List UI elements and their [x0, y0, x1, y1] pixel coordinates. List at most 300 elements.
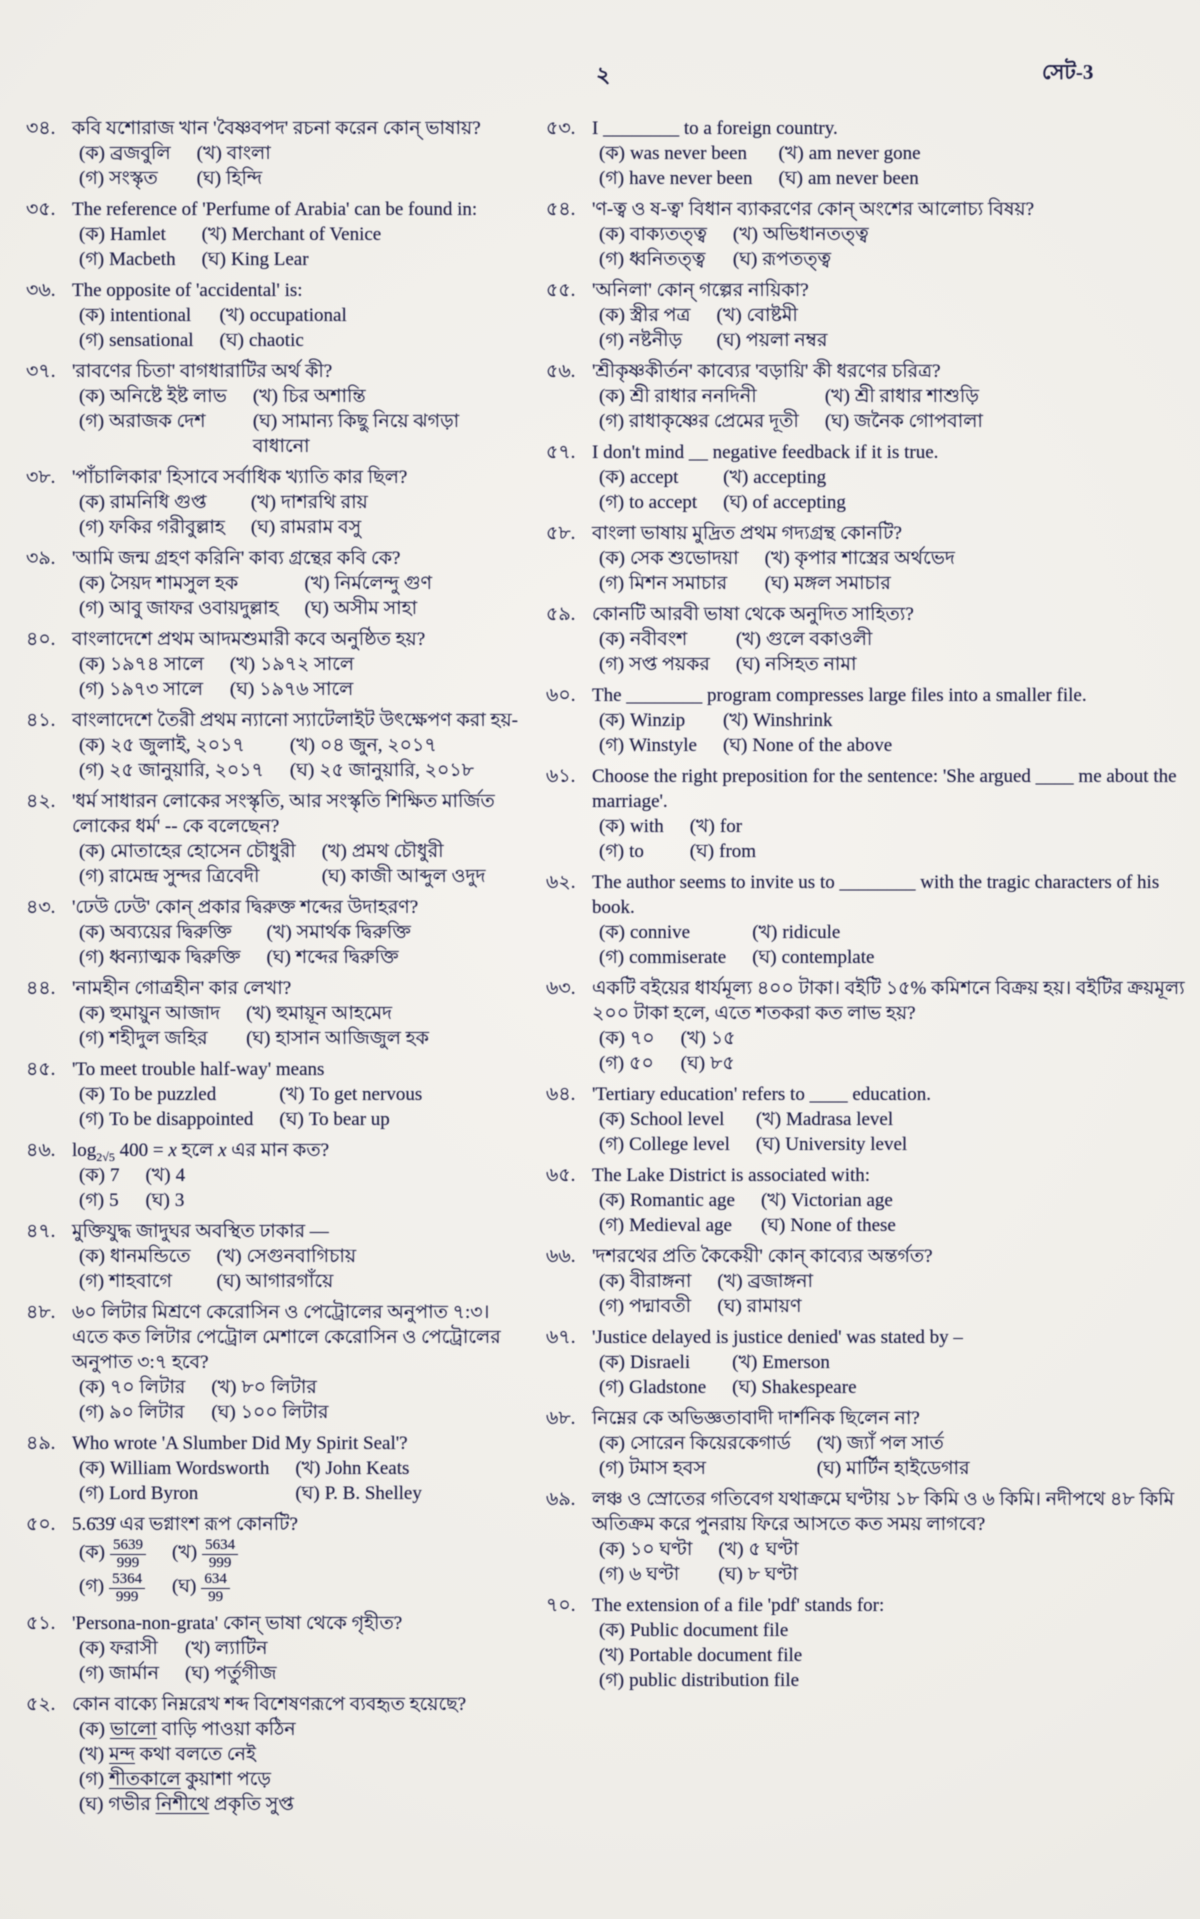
option-label: (ঘ) [824, 411, 850, 432]
option [599, 166, 753, 191]
option [253, 384, 520, 409]
option [304, 571, 520, 596]
option [599, 920, 726, 945]
option-label: (খ) [246, 1003, 272, 1024]
option-label: (ক) [599, 467, 625, 488]
option [79, 222, 176, 247]
question-body [72, 789, 520, 889]
option-text: To get nervous [309, 1084, 423, 1105]
option-label: (খ) [196, 143, 222, 164]
option-text: ১৯৭৩ সালে [109, 679, 204, 700]
option [599, 1537, 692, 1562]
option-text: with [629, 816, 664, 837]
option-text: To be puzzled [109, 1084, 217, 1105]
option-text: 7 [109, 1165, 120, 1186]
question-item [546, 764, 1186, 864]
option-label: (গ) [599, 492, 625, 513]
option-text: পর্তুগীজ [214, 1663, 277, 1684]
option [295, 1456, 520, 1481]
option-label: (ঘ) [185, 1663, 210, 1684]
option-label: (ক) [599, 1433, 625, 1454]
option [79, 141, 171, 166]
option-text: commiserate [629, 947, 727, 968]
option [599, 1643, 1186, 1668]
question-body [592, 116, 1186, 191]
question-number: ৩৪. [26, 118, 56, 139]
option-text: মোতাহের হোসেন চৌধুরী [109, 841, 296, 862]
question-number: ৬৬. [546, 1246, 576, 1267]
option [717, 1294, 1186, 1319]
option-text: to [629, 841, 644, 862]
option-text: রাধাকৃষ্ণের প্রেমের দূতী [629, 411, 799, 432]
question-text: 'ধর্ম সাধারন লোকের সংস্কৃতি, আর সংস্কৃতি শিক্ষিত মার্জিত লোকের ধর্ম' -- কে বলেছেন? [72, 791, 495, 837]
question-item [26, 789, 520, 889]
option-text: School level [629, 1109, 725, 1130]
option-text: গভীর নিশীথে প্রকৃতি সুপ্ত [108, 1794, 294, 1815]
option-text: Emerson [762, 1352, 830, 1373]
option [79, 1375, 185, 1400]
option [723, 490, 1186, 515]
option [599, 141, 753, 166]
option-label: (ক) [599, 1109, 625, 1130]
option-text: connive [629, 922, 691, 943]
option-text: Merchant of Venice [231, 224, 382, 245]
option-text: chaotic [248, 330, 304, 351]
question-item [546, 1244, 1186, 1319]
options [72, 652, 520, 702]
options [72, 733, 520, 783]
option-text: ১০ ঘণ্টা [629, 1539, 693, 1560]
option-text: ফকির গরীবুল্লাহ [109, 517, 225, 538]
option-label: (গ) [599, 654, 625, 675]
option-label: (গ) [79, 598, 105, 619]
option [79, 1767, 520, 1792]
option-text: ridicule [782, 922, 841, 943]
question-text: The reference of 'Perfume of Arabia' can be found in: [72, 199, 478, 220]
option-text: ফরাসী [109, 1638, 158, 1659]
option-text: Victorian age [791, 1190, 893, 1211]
question-item [546, 440, 1186, 515]
option-label: (ক) [599, 548, 625, 569]
option-label: (গ) [79, 1663, 105, 1684]
option-text: ৭০ [629, 1028, 655, 1049]
option [220, 303, 520, 328]
question-text: কোন বাক্যে নিম্নরেখ শব্দ বিশেষণরূপে ব্যবহৃত হয়েছে? [72, 1694, 467, 1715]
option [732, 1375, 1186, 1400]
option-text: ০৪ জুন, ২০১৭ [320, 735, 437, 756]
question-item [546, 116, 1186, 191]
question-number: ৭০. [546, 1595, 576, 1616]
option-label: (ক) [79, 1003, 105, 1024]
question-item [546, 278, 1186, 353]
option [295, 1481, 520, 1506]
option-label: (ক) [79, 1719, 105, 1740]
option-text: ৫ ঘণ্টা [748, 1539, 799, 1560]
question-number: ৪৪. [26, 978, 56, 999]
option-text: পয়লা নম্বর [745, 330, 828, 351]
option [825, 409, 1186, 434]
option-label: (ক) [79, 922, 105, 943]
option-text: Winstyle [629, 735, 697, 756]
option-text: রামেন্দ্র সুন্দর ত্রিবেদী [109, 866, 260, 887]
option-label: (ক) [79, 224, 105, 245]
option [211, 1400, 520, 1425]
option-label: (ক) [599, 1539, 625, 1560]
option-label: (খ) [732, 224, 759, 245]
option-text: জ্যাঁ পল সার্ত [846, 1433, 944, 1454]
question-body [72, 1512, 520, 1605]
option-text: ৯০ লিটার [109, 1402, 185, 1423]
option-label: (ক) [79, 305, 105, 326]
option [145, 1188, 520, 1213]
page-number: ২ [596, 62, 611, 87]
question-number: ৫৬. [546, 361, 576, 382]
options [72, 1717, 520, 1817]
option [79, 920, 241, 945]
question-text: বাংলা ভাষায় মুদ্রিত প্রথম গদ্যগ্রন্থ কোনটি? [592, 523, 902, 544]
options [72, 1375, 520, 1425]
option-text: শীতকালে কুয়াশা পড়ে [109, 1769, 271, 1790]
option [599, 328, 691, 353]
question-body [592, 764, 1186, 864]
option [230, 677, 520, 702]
option-text: ১৯৭২ সালে [260, 654, 355, 675]
options [72, 1244, 520, 1294]
option-label: (ঘ) [219, 330, 244, 351]
question-number: ৬৮. [546, 1408, 576, 1429]
question-column-right [546, 116, 1186, 1699]
option-text: was never been [629, 143, 748, 164]
option-label: (ঘ) [735, 654, 761, 675]
fraction-value: $\frac{5364}{999}$ [109, 1571, 145, 1605]
question-body [592, 602, 1186, 677]
option [599, 733, 697, 758]
question-number: ৬১. [546, 766, 576, 787]
option-label: (গ) [599, 249, 625, 270]
option-label: (ঘ) [229, 679, 255, 700]
option [246, 1001, 520, 1026]
option-text: College level [629, 1134, 730, 1155]
option-label: (ক) [79, 1246, 105, 1267]
question-body [72, 1611, 520, 1686]
question-text: বাংলাদেশে তৈরী প্রথম ন্যানো স্যাটেলাইট উৎক্ষেপণ করা হয়- [72, 710, 518, 731]
question-text: 'রাবণের চিতা' বাগধারাটির অর্থ কী? [72, 361, 333, 382]
option [185, 1661, 520, 1686]
question-text: Who wrote 'A Slumber Did My Spirit Seal'? [72, 1433, 408, 1454]
question-number: ৫১. [26, 1613, 56, 1634]
option-label: (ক) [599, 629, 625, 650]
option-label: (খ) [219, 305, 245, 326]
options [592, 1350, 1186, 1400]
option-label: (খ) [755, 1109, 782, 1130]
option-text: Medieval age [629, 1215, 732, 1236]
option [756, 1132, 1186, 1157]
option-label: (খ) [778, 143, 804, 164]
option [251, 515, 520, 540]
option-text: ৮৫ [710, 1053, 735, 1074]
option-text: শাহবাগে [109, 1271, 173, 1292]
option-text: মিশন সমাচার [629, 573, 728, 594]
option [79, 571, 278, 596]
option [79, 1661, 159, 1686]
option-label: (ক) [599, 305, 625, 326]
option-text: কাজী আব্দুল ওদুদ [351, 866, 486, 887]
option [79, 1537, 146, 1571]
option-text: public distribution file [629, 1670, 800, 1691]
option [79, 1456, 269, 1481]
option [733, 247, 1186, 272]
option-label: (ঘ) [246, 1028, 271, 1049]
option [681, 1026, 1186, 1051]
option-text: intentional [109, 305, 192, 326]
option-label: (গ) [79, 249, 105, 270]
option-label: (গ) [599, 411, 625, 432]
option [599, 1618, 1186, 1643]
option-text: সোরেন কিয়েরকেগার্ড [629, 1433, 791, 1454]
option [599, 409, 799, 434]
question-text: 'অনিলা' কোন্ গল্পের নায়িকা? [592, 280, 809, 301]
option-label: (খ) [732, 1352, 758, 1373]
option [599, 1188, 735, 1213]
question-text: 5.6̇39̇ এর ভগ্নাংশ রূপ কোনটি? [72, 1514, 298, 1535]
option [79, 652, 204, 677]
option [290, 758, 520, 783]
option [79, 1792, 520, 1817]
option-label: (গ) [79, 168, 105, 189]
option-text: সেক শুভোদয়া [629, 548, 739, 569]
option-text: অসীম সাহা [333, 598, 418, 619]
option-text: None of the above [752, 735, 893, 756]
option-label: (ঘ) [295, 1483, 320, 1504]
question-number: ৫৮. [546, 523, 576, 544]
option [79, 596, 278, 621]
option [79, 384, 227, 409]
option-text: বীরাঙ্গনা [629, 1271, 692, 1292]
option [202, 222, 520, 247]
question-number: ৩৯. [26, 548, 56, 569]
option [290, 733, 520, 758]
option-text: ধ্বনিতত্ত্ব [629, 249, 706, 270]
question-item [546, 683, 1186, 758]
option-text: Winshrink [753, 710, 833, 731]
option-label: (খ) [211, 1377, 237, 1398]
option [79, 1717, 520, 1742]
option-text: Portable document file [629, 1645, 803, 1666]
options [72, 1636, 520, 1686]
option-label: (খ) [295, 1458, 321, 1479]
option [279, 1107, 520, 1132]
question-number: ৪০. [26, 629, 56, 650]
question-item [26, 546, 520, 621]
option-label: (গ) [599, 1564, 625, 1585]
option [817, 1431, 1186, 1456]
option [599, 1375, 706, 1400]
option-label: (ঘ) [718, 1564, 743, 1585]
question-number: ৫৫. [546, 280, 576, 301]
option-label: (গ) [79, 1402, 105, 1423]
option-label: (ঘ) [279, 1109, 304, 1130]
question-item [546, 1487, 1186, 1587]
option [681, 1051, 1186, 1076]
option-label: (খ) [764, 548, 790, 569]
option-label: (ক) [79, 1458, 105, 1479]
option-label: (ঘ) [216, 1271, 241, 1292]
option [752, 945, 1186, 970]
option-label: (ক) [79, 1377, 105, 1398]
option-text: রূপতত্ত্ব [762, 249, 832, 270]
option-label: (ক) [599, 1028, 625, 1049]
option-label: (গ) [79, 1028, 105, 1049]
option-text: accept [629, 467, 679, 488]
option-label: (খ) [185, 1638, 211, 1659]
options [72, 839, 520, 889]
option [172, 1537, 520, 1571]
option-label: (ঘ) [201, 249, 226, 270]
option-text: নষ্টনীড় [629, 330, 683, 351]
option-text: 4 [175, 1165, 186, 1186]
option-text: রামরাম বসু [280, 517, 362, 538]
question-text: The opposite of 'accidental' is: [72, 280, 303, 301]
question-item [26, 1692, 520, 1817]
option-text: সৈয়দ শামসুল হক [109, 573, 239, 594]
question-number: ৫২. [26, 1694, 56, 1715]
option [599, 1456, 791, 1481]
option [599, 839, 664, 864]
question-text: বাংলাদেশে প্রথম আদমশুমারী কবে অনুষ্ঠিত হয়? [72, 629, 426, 650]
question-number: ৫৭. [546, 442, 576, 463]
options [72, 384, 520, 459]
option [202, 247, 520, 272]
option [197, 141, 520, 166]
option-label: (ঘ) [79, 1794, 104, 1815]
question-body [592, 1244, 1186, 1319]
option [599, 1026, 655, 1051]
options [592, 814, 1186, 864]
question-body [72, 1692, 520, 1817]
question-number: ৫৩. [546, 118, 576, 139]
option-text: গুলে বকাওলী [766, 629, 873, 650]
option [599, 1562, 692, 1587]
option-text: Shakespeare [761, 1377, 857, 1398]
option [79, 1082, 253, 1107]
option [717, 328, 1186, 353]
option [145, 1163, 520, 1188]
option-label: (গ) [79, 1190, 105, 1211]
options [592, 546, 1186, 596]
option [599, 1132, 730, 1157]
option [230, 652, 520, 677]
option [599, 1269, 691, 1294]
option-text: To be disappointed [109, 1109, 254, 1130]
option-label: (ক) [79, 492, 105, 513]
option-label: (গ) [79, 866, 105, 887]
option-label: (খ) [279, 1084, 305, 1105]
option-text: sensational [109, 330, 194, 351]
option-text: অব্যয়ের দ্বিরুক্তি [109, 922, 232, 943]
option [599, 1213, 735, 1238]
option-text: occupational [249, 305, 347, 326]
option [717, 303, 1186, 328]
option-text: University level [785, 1134, 908, 1155]
option-text: ৬ ঘণ্টা [629, 1564, 680, 1585]
option [761, 1188, 1186, 1213]
option-text: ধানমন্ডিতে [109, 1246, 191, 1267]
question-number: ৩৭. [26, 361, 56, 382]
option [825, 384, 1186, 409]
option [779, 141, 1186, 166]
option-label: (ক) [599, 386, 625, 407]
option-label: (খ) [718, 1539, 744, 1560]
option [79, 1188, 119, 1213]
option-text: ব্রজাঙ্গনা [747, 1271, 814, 1292]
option-label: (ঘ) [723, 492, 748, 513]
option [79, 166, 171, 191]
options [72, 1537, 520, 1605]
option-label: (ক) [79, 1638, 105, 1659]
question-item [546, 359, 1186, 434]
fraction-value: $\frac{5634}{999}$ [202, 1537, 238, 1571]
option [599, 652, 710, 677]
option-label: (গ) [599, 841, 625, 862]
option-text: Disraeli [629, 1352, 691, 1373]
question-item [546, 1406, 1186, 1481]
question-number: ৬৯. [546, 1489, 576, 1510]
question-number: ৩৬. [26, 280, 56, 301]
option-text: মার্টিন হাইডেগার [846, 1458, 970, 1479]
option-text: রামনিধি গুপ্ত [109, 492, 207, 513]
question-item [26, 895, 520, 970]
option-label: (ঘ) [680, 1053, 706, 1074]
option-text: চির অশান্তি [282, 386, 366, 407]
option [761, 1213, 1186, 1238]
option-text: ল্যাটিন [215, 1638, 268, 1659]
question-body [72, 627, 520, 702]
options [592, 1269, 1186, 1319]
option-label: (খ) [289, 735, 316, 756]
question-body [72, 895, 520, 970]
option-label: (খ) [216, 1246, 242, 1267]
option-text: contemplate [781, 947, 875, 968]
option-text: জার্মান [109, 1663, 160, 1684]
option [79, 490, 225, 515]
fraction-value: $\frac{634}{99}$ [201, 1571, 230, 1605]
question-body [592, 278, 1186, 353]
question-text: 'Justice delayed is justice denied' was stated by – [592, 1327, 963, 1348]
option [304, 596, 520, 621]
question-body [72, 278, 520, 353]
option-label: (ক) [599, 922, 625, 943]
option-label: (গ) [599, 1134, 625, 1155]
option-label: (গ) [599, 573, 625, 594]
option-label: (খ) [716, 305, 742, 326]
question-item [26, 359, 520, 459]
option-text: সংস্কৃত [109, 168, 158, 189]
option-text: None of these [790, 1215, 896, 1236]
option [217, 1244, 521, 1269]
options [592, 1431, 1186, 1481]
option-text: from [719, 841, 757, 862]
option [79, 1026, 220, 1051]
question-body [72, 465, 520, 540]
option-text: of accepting [752, 492, 846, 513]
option-text: শ্রী রাধার শাশুড়ি [854, 386, 979, 407]
question-text: I don't mind __ negative feedback if it is true. [592, 442, 939, 463]
question-item [546, 976, 1186, 1076]
options [592, 1026, 1186, 1076]
option-label: (ক) [79, 1084, 105, 1105]
option-text: অরাজক দেশ [109, 411, 206, 432]
option-label: (গ) [599, 1296, 625, 1317]
